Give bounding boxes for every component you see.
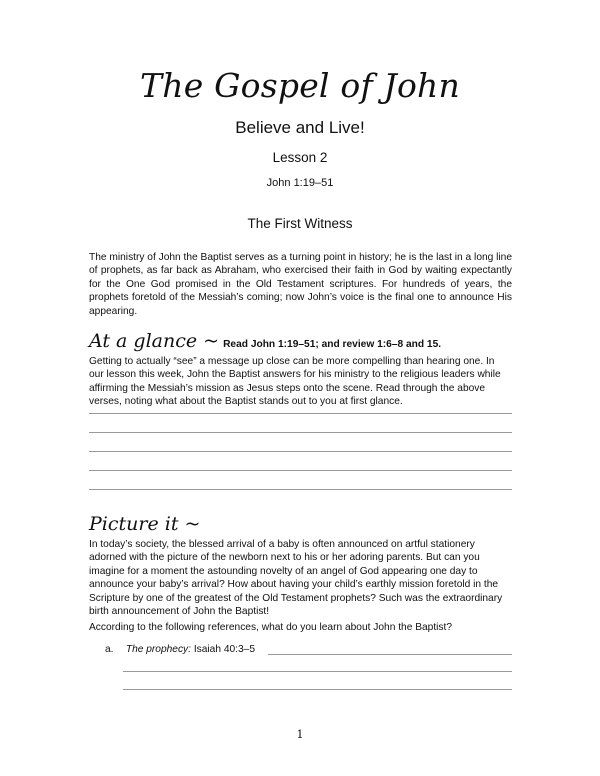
answer-line[interactable] (89, 451, 512, 452)
picture-it-title: Picture it ~ (89, 513, 201, 535)
section-title: The First Witness (247, 216, 353, 231)
list-item (105, 644, 255, 655)
answer-line[interactable] (123, 689, 512, 690)
answer-line[interactable] (268, 654, 512, 655)
question-prompt: According to the following references, what do you learn about John the Baptist? (89, 622, 453, 633)
picture-it-heading (89, 513, 200, 535)
item-label: a. (105, 644, 114, 655)
lesson-number: Lesson 2 (272, 150, 328, 165)
answer-line[interactable] (89, 489, 512, 490)
at-a-glance-heading (89, 330, 441, 352)
answer-line[interactable] (89, 432, 512, 433)
picture-it-paragraph: In today’s society, the blessed arrival of a baby is often announced on artful stationery adorned with the picture of the newborn next to his or her adoring parents. But can you imagine for a moment the astounding novelty of an angel of God appearing one day to announce your baby’s arrival? How about having your child’s earthly mission foretold in the Scripture by one of the greatest of the Old Testament prophets? Such was the extraordinary birth announcement of John the Baptist! (89, 539, 503, 618)
document-title: The Gospel of John (140, 66, 460, 105)
document-subtitle: Believe and Live! (235, 118, 365, 137)
scripture-reference: John 1:19–51 (266, 177, 334, 189)
answer-line[interactable] (89, 413, 512, 414)
at-a-glance-paragraph: Getting to actually “see” a message up close can be more compelling than hearing one. In our lesson this week, John the Baptist answers for his ministry to the religious leaders while affirming the Messiah’s mission as Jesus steps onto the scene. Read through the above verses, noting what about the Baptist stands out to you at first glance. (89, 356, 501, 408)
at-a-glance-instruction: Read John 1:19–51; and review 1:6–8 and 15. (223, 339, 442, 350)
intro-paragraph: The ministry of John the Baptist serves as a turning point in history; he is the last in a long line of prophets, as far back as Abraham, who exercised their faith in God by waiting expectantly for the One God promised in the Old Testament scriptures. For hundreds of years, the prophets foretold of the Messiah’s coming; now John’s voice is the final one to announce His appearing. (89, 252, 513, 317)
answer-line[interactable] (123, 671, 512, 672)
item-reference: Isaiah 40:3–5 (193, 644, 255, 655)
answer-line[interactable] (89, 470, 512, 471)
page-number: 1 (296, 728, 304, 741)
at-a-glance-title: At a glance ~ (89, 330, 220, 352)
item-title: The prophecy: (125, 644, 191, 655)
